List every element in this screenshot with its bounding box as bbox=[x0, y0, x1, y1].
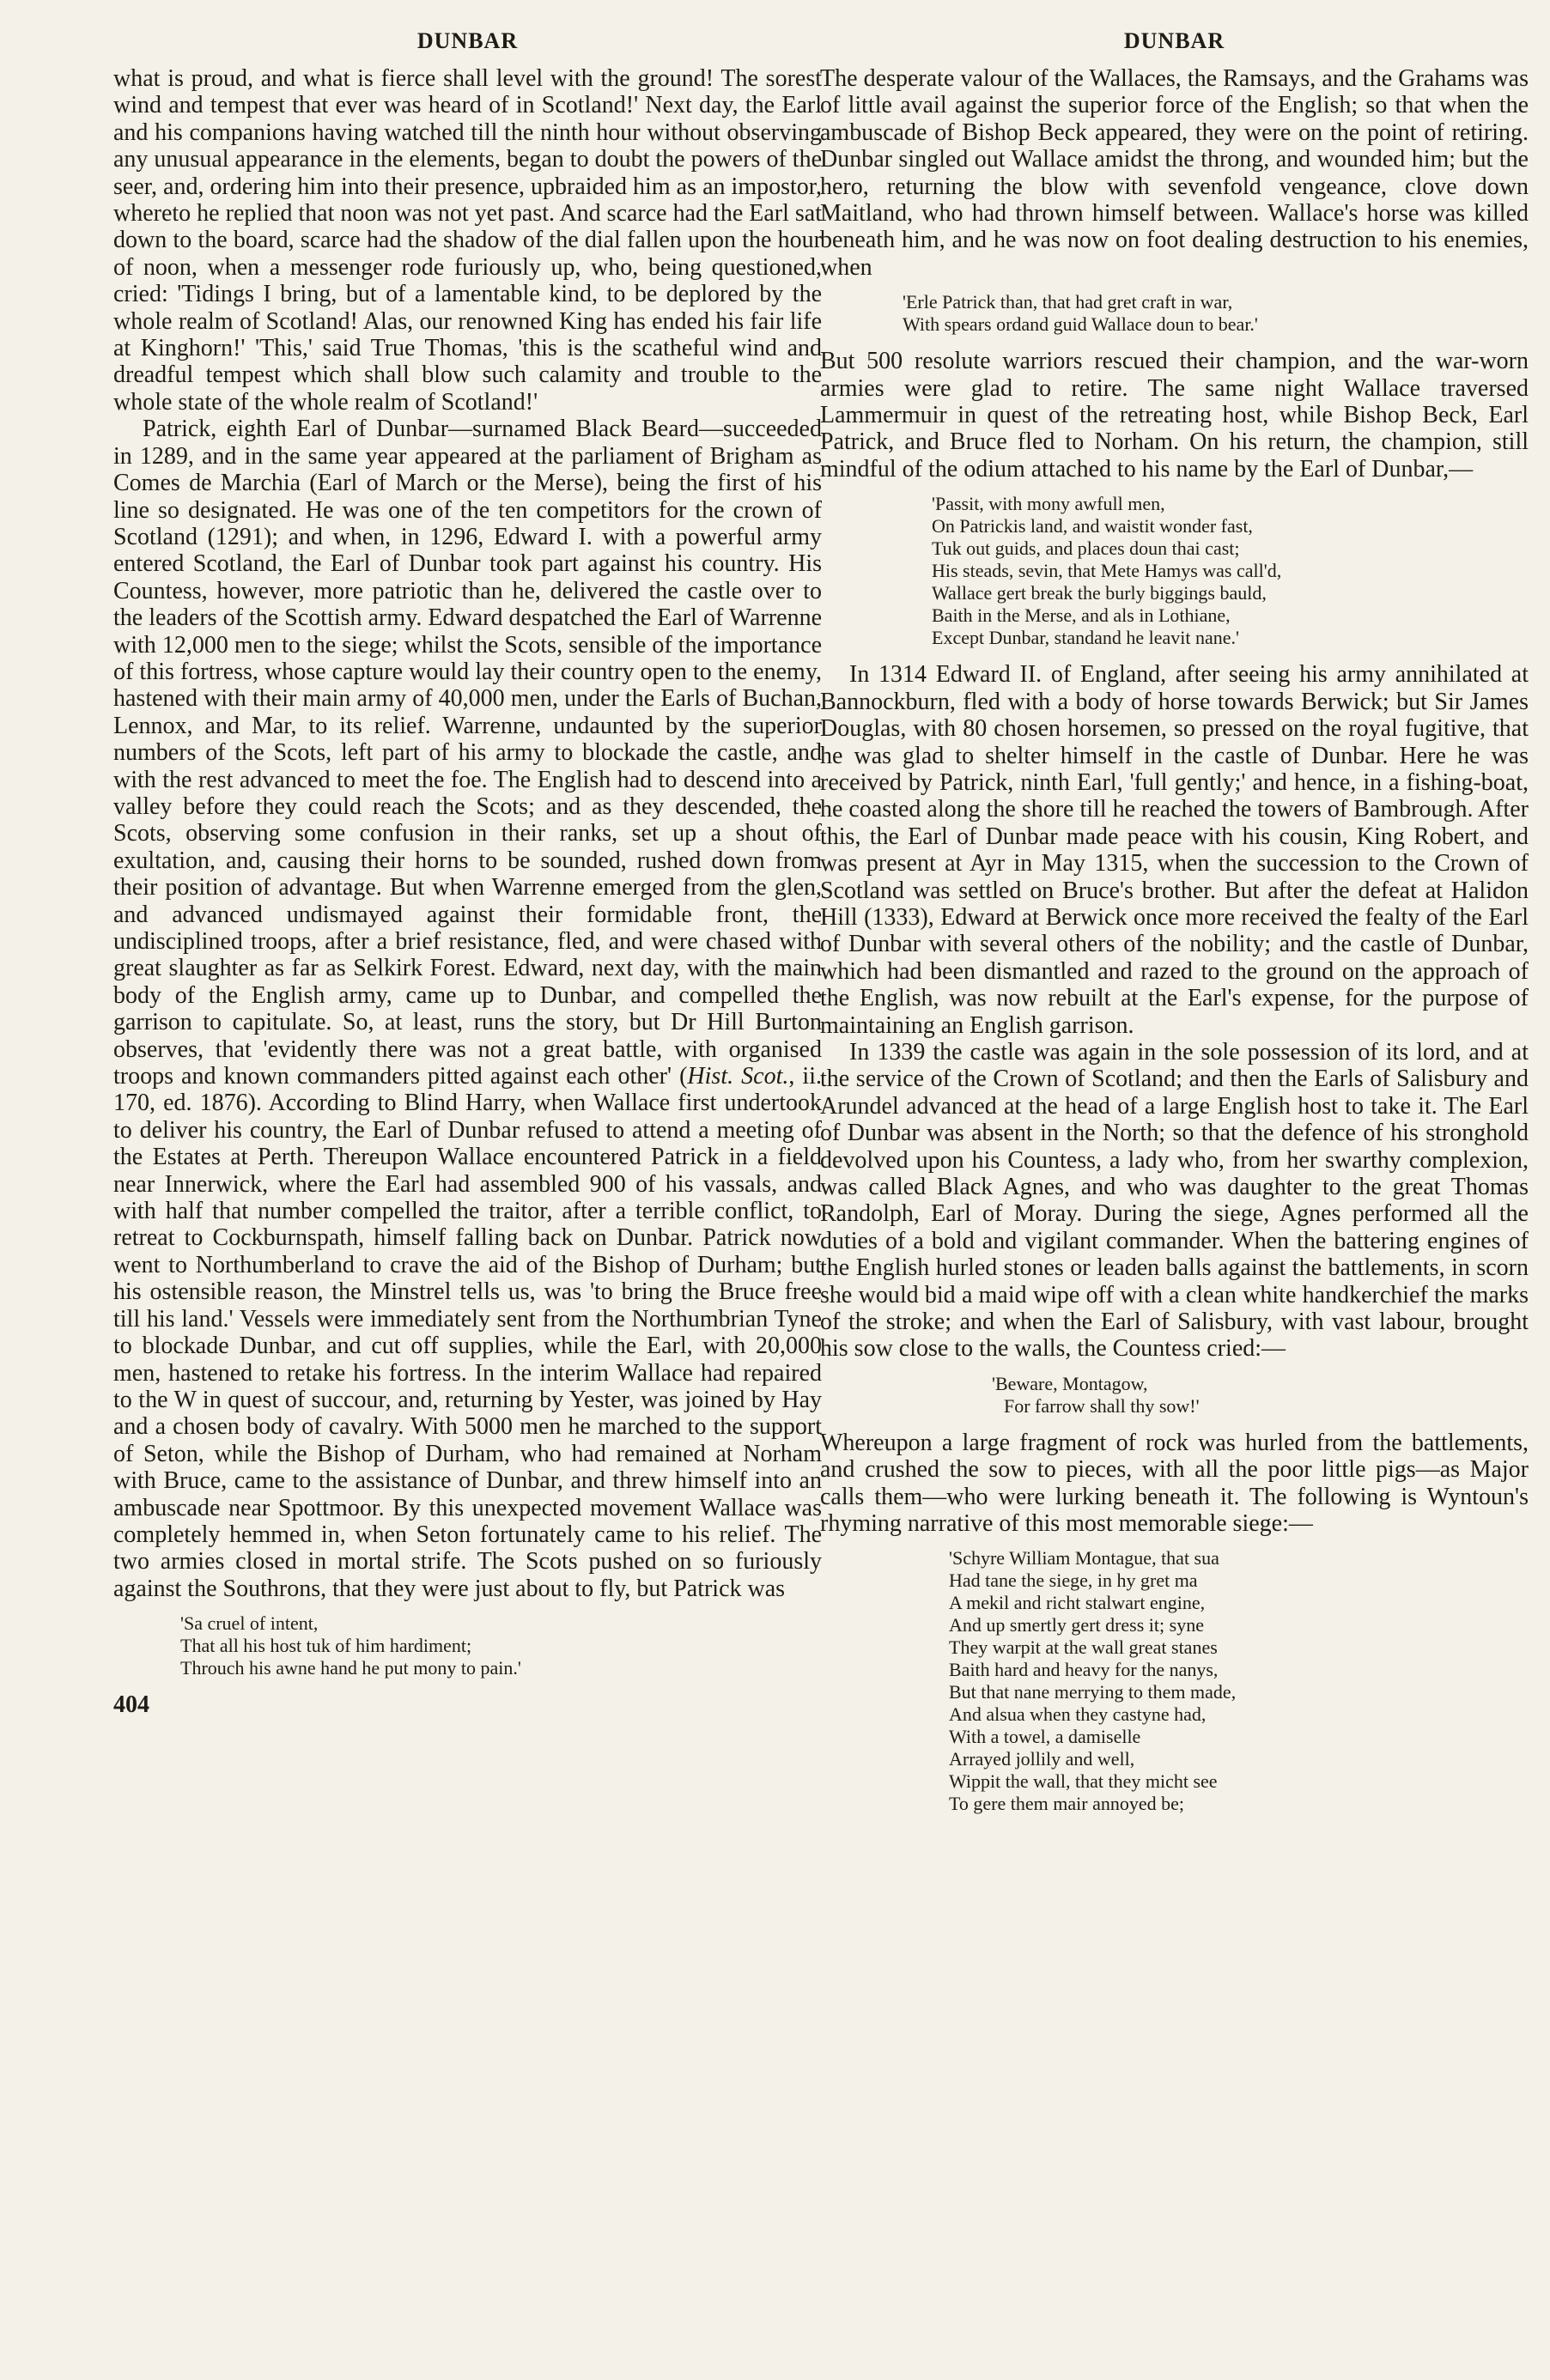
verse-line: And up smertly gert dress it; syne bbox=[949, 1614, 1204, 1636]
verse-line: With a towel, a damiselle bbox=[949, 1726, 1141, 1748]
verse-line: And alsua when they castyne had, bbox=[949, 1703, 1207, 1726]
right-prose-3 bbox=[820, 661, 1529, 1363]
paragraph: what is proud, and what is fierce shall level with the ground! The sorest wind and tempest that ever was heard of in Scotland!' Next day, the Earl and his companions having watched till the ninth hour without observing any unusual appearance in the elements, began to doubt the powers of the seer, and, ordering him into their presence, upbraided him as an impostor, whereto he replied that noon was not yet past. And scarce had the Earl sat down to the board, scarce had the shadow of the dial fallen upon the hour of noon, when a messenger rode furiously up, who, being questioned, cried: 'Tidings I bring, but of a lamentable kind, to be deplored by the whole realm of Scotland! Alas, our renowned King has ended his fair life at Kinghorn!' 'This,' said True Thomas, 'this is the scatheful wind and dreadful tempest which shall blow such calamity and trouble to the whole state of the whole realm of Scotland!' bbox=[113, 65, 822, 416]
verse-line: Wippit the wall, that they micht see bbox=[949, 1770, 1218, 1793]
verse-line: They warpit at the wall great stanes bbox=[949, 1636, 1218, 1659]
paragraph: In 1339 the castle was again in the sole possession of its lord, and at the service of the Crown of Scotland; and then the Earls of Salisbury and Arundel advanced at the head of a large English host to take it. The Earl of Dunbar was absent in the North; so that the defence of his stronghold devolved upon his Countess, a lady who, from her swarthy complexion, was called Black Agnes, and who was daughter to the great Thomas Randolph, Earl of Moray. During the siege, Agnes performed all the duties of a bold and vigilant commander. When the battering engines of the English hurled stones or leaden balls against the battlements, in scorn she would bid a maid wipe off with a clean white handkerchief the marks of the stroke; and when the Earl of Salisbury, with vast labour, brought his sow close to the walls, the Countess cried:— bbox=[820, 1038, 1529, 1363]
right-prose-2 bbox=[820, 348, 1529, 483]
paragraph: The desperate valour of the Wallaces, the Ramsays, and the Grahams was of little avail against the superior force of the English; so that when the ambuscade of Bishop Beck appeared, they were on the point of retiring. Dunbar singled out Wallace amidst the throng, and wounded him; but the hero, returning the blow with sevenfold vengeance, clove down Maitland, who had thrown himself between. Wallace's horse was killed beneath him, and he was now on foot dealing destruction to his enemies, when bbox=[820, 65, 1529, 281]
verse-line: With spears ordand guid Wallace doun to bear.' bbox=[903, 313, 1258, 336]
verse-line: Had tane the siege, in hy gret ma bbox=[949, 1569, 1198, 1592]
verse-block bbox=[932, 493, 1529, 649]
verse-line: 'Beware, Montagow, bbox=[992, 1372, 1148, 1394]
verse-line: On Patrickis land, and waistit wonder fast, bbox=[932, 515, 1253, 537]
verse-block bbox=[903, 291, 1529, 336]
verse-line: Tuk out guids, and places doun thai cast; bbox=[932, 537, 1240, 560]
verse-block bbox=[992, 1373, 1529, 1418]
verse-line: 'Schyre William Montague, that sua bbox=[949, 1547, 1219, 1569]
paragraph-text: Patrick, eighth Earl of Dunbar—surnamed Black Beard—succeeded in 1289, and in the same year appeared at the parliament of Brigham as Comes de Marchia (Earl of March or the Merse), being the first of his line so designated. He was one of the ten competitors for the crown of Scotland (1291); and when, in 1296, Edward I. with a powerful army entered Scotland, the Earl of Dunbar took part against his country. His Countess, however, more patriotic than he, delivered the castle over to the leaders of the Scottish army. Edward despatched the Earl of Warrenne with 12,000 men to the siege; whilst the Scots, sensible of the importance of this fortress, whose capture would lay their country open to the enemy, hastened with their main army of 40,000 men, under the Earls of Buchan, Lennox, and Mar, to its relief. Warrenne, undaunted by the superior numbers of the Scots, left part of his army to blockade the castle, and with the rest advanced to meet the foe. The English had to descend into a valley before they could reach the Scots; and as they descended, the Scots, observing some confusion in their ranks, set up a shout of exultation, and, causing their horns to be sounded, rushed down from their position of advantage. But when Warrenne emerged from the glen, and advanced undismayed against their formidable front, the undisciplined troops, after a brief resistance, fled, and were chased with great slaughter as far as Selkirk Forest. Edward, next day, with the main body of the English army, came up to Dunbar, and compelled the garrison to capitulate. So, at least, runs the story, but Dr Hill Burton observes, that 'evidently there was not a great battle, with organised troops and known commanders pitted against each other' ( bbox=[113, 416, 822, 1090]
verse-block bbox=[949, 1547, 1529, 1815]
verse-line: Arrayed jollily and well, bbox=[949, 1748, 1135, 1770]
verse-line: Throuch his awne hand he put mony to pain.' bbox=[180, 1657, 521, 1679]
verse-line: 'Passit, with mony awfull men, bbox=[932, 493, 1165, 515]
running-header-right: DUNBAR bbox=[1123, 28, 1225, 53]
verse-line: A mekil and richt stalwart engine, bbox=[949, 1592, 1206, 1614]
paragraph: Whereupon a large fragment of rock was hurled from the battlements, and crushed the sow to pieces, with all the poor little pigs—as Major calls them—who were lurking beneath it. The following is Wyntoun's rhyming narrative of this most memorable siege:— bbox=[820, 1429, 1529, 1538]
verse-line: Baith in the Merse, and als in Lothiane, bbox=[932, 604, 1231, 627]
right-prose-1 bbox=[820, 65, 1529, 281]
running-header-left: DUNBAR bbox=[416, 28, 519, 53]
verse-line: 'Sa cruel of intent, bbox=[180, 1612, 319, 1635]
paragraph: In 1314 Edward II. of England, after seeing his army annihilated at Bannockburn, fled with a body of horse towards Berwick; but Sir James Douglas, with 80 chosen horsemen, so pressed on the royal fugitive, that he was glad to shelter himself in the castle of Dunbar. Here he was received by Patrick, ninth Earl, 'full gently;' and hence, in a fishing-boat, he coasted along the shore till he reached the towers of Bambrough. After this, the Earl of Dunbar made peace with his cousin, King Robert, and was present at Ayr in May 1315, when the succession to the Crown of Scotland was settled on Bruce's brother. But after the defeat at Halidon Hill (1333), Edward at Berwick once more received the fealty of the Earl of Dunbar with several others of the nobility; and the castle of Dunbar, which had been dismantled and razed to the ground on the approach of the English, was now rebuilt at the Earl's expense, for the purpose of maintaining an English garrison. bbox=[820, 661, 1529, 1039]
verse-line: But that nane merrying to them made, bbox=[949, 1681, 1237, 1703]
verse-line: For farrow shall thy sow!' bbox=[1004, 1394, 1200, 1417]
right-column bbox=[820, 24, 1529, 1827]
verse-line: His steads, sevin, that Mete Hamys was call'd, bbox=[932, 560, 1282, 582]
right-prose-4 bbox=[820, 1430, 1529, 1538]
page-number: 404 bbox=[113, 1691, 149, 1719]
paragraph-text: , ii. 170, ed. 1876). According to Blind Harry, when Wallace first undertook to deliver his country, the Earl of Dunbar refused to attend a meeting of the Estates at Perth. Thereupon Wallace encountered Patrick in a field near Innerwick, where the Earl had assembled 900 of his vassals, and with half that number compelled the traitor, after a terrible conflict, to retreat to Cockburnspath, himself falling back on Dunbar. Patrick now went to Northumberland to crave the aid of the Bishop of Durham; but his ostensible reason, the Minstrel tells us, was 'to bring the Bruce free till his land.' Vessels were immediately sent from the Northumbrian Tyne to blockade Dunbar, and cut off supplies, while the Earl, with 20,000 men, hastened to retake his fortress. In the interim Wallace had repaired to the W in quest of succour, and, returning by Yester, was joined by Hay and a chosen body of cavalry. With 5000 men he marched to the support of Seton, while the Bishop of Durham, who had remained at Norham with Bruce, came to the assistance of Dunbar, and threw himself into an ambuscade near Spottmoor. By this unexpected movement Wallace was completely hemmed in, when Seton fortunately came to his relief. The two armies closed in mortal strife. The Scots pushed on so furiously against the Southrons, that they were just about to fly, but Patrick was bbox=[113, 1063, 822, 1602]
citation: Hist. Scot. bbox=[687, 1063, 789, 1090]
verse-line: Baith hard and heavy for the nanys, bbox=[949, 1659, 1219, 1681]
paragraph bbox=[113, 416, 822, 1602]
verse-line: Wallace gert break the burly biggings bauld, bbox=[932, 582, 1267, 604]
verse-line: To gere them mair annoyed be; bbox=[949, 1793, 1184, 1815]
verse-block bbox=[180, 1612, 822, 1679]
verse-line: That all his host tuk of him hardiment; bbox=[180, 1635, 472, 1657]
paragraph: But 500 resolute warriors rescued their champion, and the war-worn armies were glad to retire. The same night Wallace traversed Lammermuir in quest of the retreating host, while Bishop Beck, Earl Patrick, and Bruce fled to Norham. On his return, the champion, still mindful of the odium attached to his name by the Earl of Dunbar,— bbox=[820, 348, 1529, 483]
verse-line: 'Erle Patrick than, that had gret craft in war, bbox=[903, 291, 1233, 313]
left-prose bbox=[113, 65, 822, 1602]
verse-line: Except Dunbar, standand he leavit nane.' bbox=[932, 627, 1240, 649]
left-column bbox=[113, 24, 822, 1719]
